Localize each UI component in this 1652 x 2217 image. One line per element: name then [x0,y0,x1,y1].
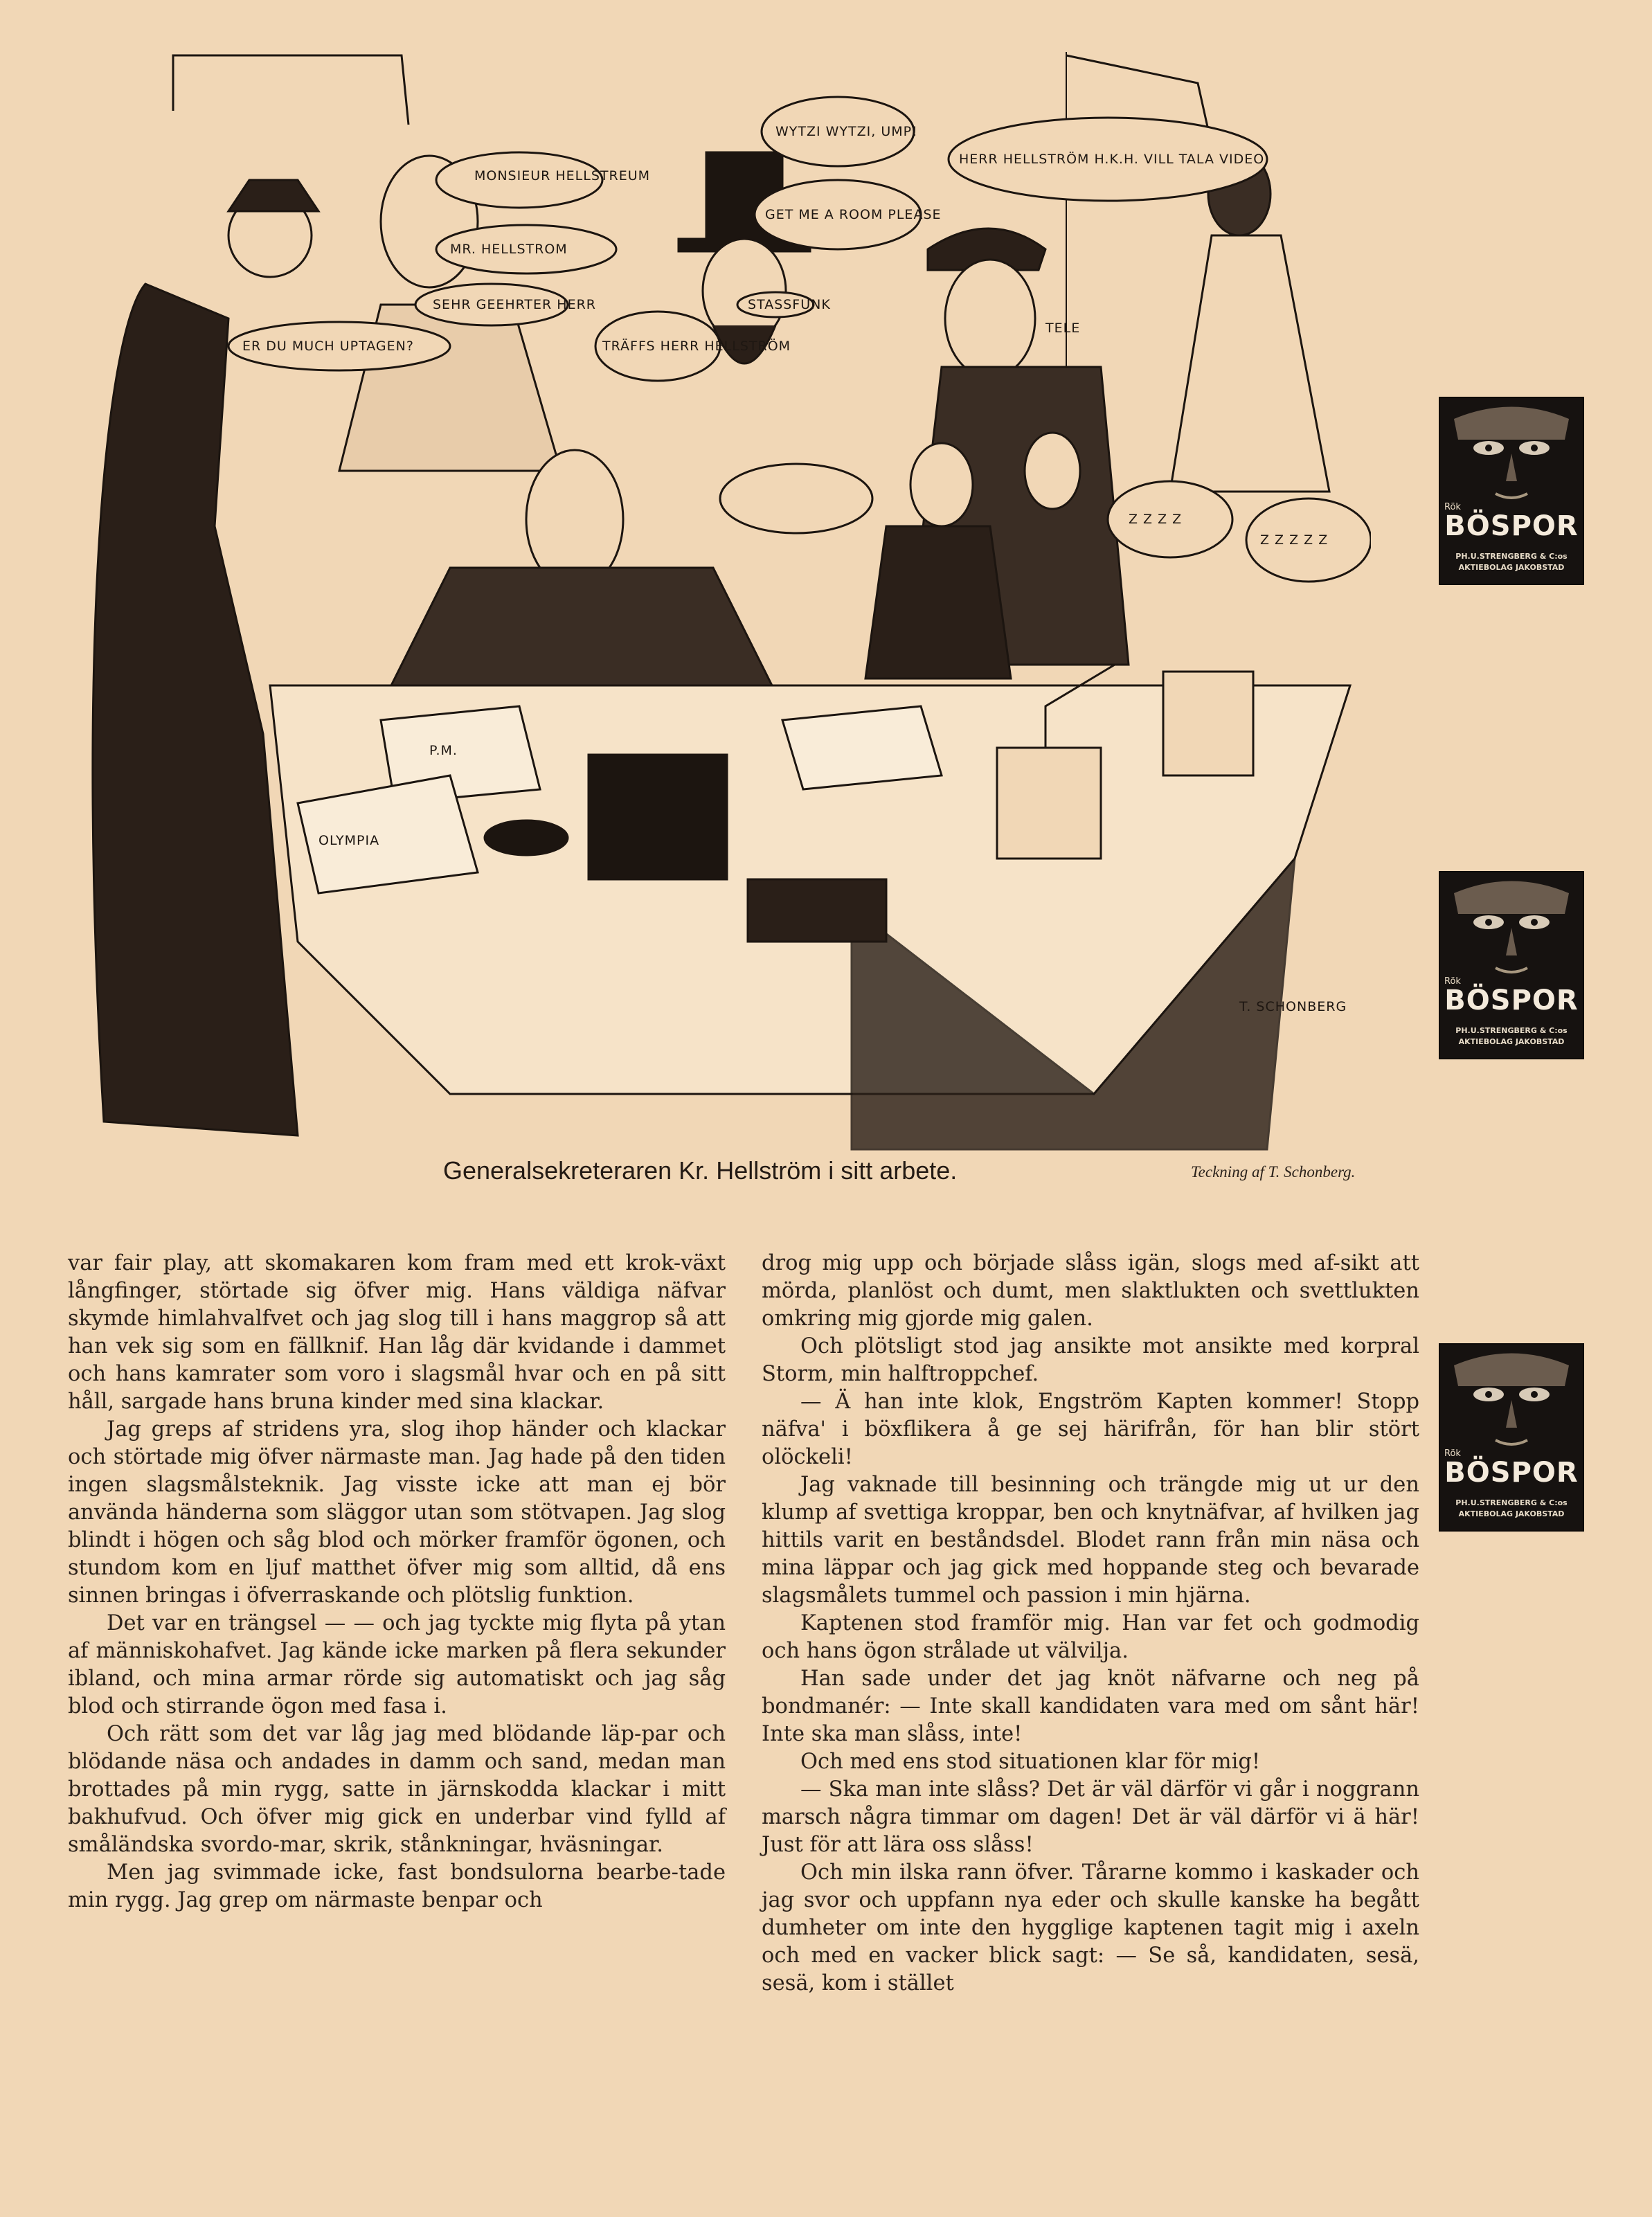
ad-company: PH.U.STRENGBERG & C:os [1455,1498,1568,1507]
ad-rok-label: Rök [1444,502,1461,512]
illustration-caption: Generalsekreteraren Kr. Hellström i sitt arbete. [443,1156,958,1185]
paragraph: Det var en trängsel — — och jag tyckte mig flyta på ytan af människohafvet. Jag kände icke marken på flera sekunder ibland, och mina armar rörde sig automatiskt och jag såg blod och stirrande ögon med fasa i. [68,1611,726,1718]
paragraph: Och plötsligt stod jag ansikte mot ansikte med korpral Storm, min halftroppchef. [762,1334,1419,1386]
illustration-credit: Teckning af T. Schonberg. [1191,1163,1356,1181]
paragraph: Men jag svimmade icke, fast bondsulorna bearbe-tade min rygg. Jag grep om närmaste benpar och [68,1860,726,1912]
cartoon-illustration [90,42,1371,1156]
ad-company: PH.U.STRENGBERG & C:os [1455,552,1568,561]
paragraph: var fair play, att skomakaren kom fram med ett krok-växt långfinger, störtade sig öfver mig. Hans väldiga näfvar skymde himlahvalfvet och jag slog till i hans maggrop så att han vek sig som en fällknif. Han låg där kvidande i dammet och hans kamrater som voro i slagsmål hvar och en på sitt håll, sargade hans bruna kinder med sina klackar. [68,1251,726,1414]
paper-pm: P.M. [429,743,458,758]
paragraph: Och rätt som det var låg jag med blödande läp-par och blödande näsa och andades in damm och sand, medan man brottades på min rygg, satte in järnskodda klackar i mitt bakhufvud. Och öfver mig gick en underbar vind fylld af småländska svordo-mar, skrik, stånkningar, hväsningar. [68,1722,726,1857]
ad-company: PH.U.STRENGBERG & C:os [1455,1026,1568,1035]
paper-olympia: OLYMPIA [318,833,380,848]
ad-brand: BÖSPOR [1444,985,1579,1016]
paragraph: Och min ilska rann öfver. Tårarne kommo i kaskader och jag svor och uppfann nya eder och skulle kanske ha begått dumheter om inte den hygglige kaptenen tagit mig i axeln och med en vacker blick sagt: — Se så, kandidaten, sesä, sesä, kom i stället [762,1860,1419,1995]
picture-frame-line [173,55,408,125]
ad-rok-label: Rök [1444,1448,1461,1459]
bosporus-ad [1439,871,1584,1059]
bosporus-ad [1439,1343,1584,1532]
ad-brand: BÖSPOR [1444,510,1579,542]
figure-coat [93,284,298,1136]
paragraph: Och med ens stod situationen klar för mig! [800,1750,1261,1774]
bosporus-ad [1439,397,1584,585]
bubble-wytzi: WYTZI WYTZI, UMP! [775,124,918,139]
bubble-traffs: TRÄFFS HERR HELLSTRÖM [602,339,791,354]
bubble-sehr-geehrter: SEHR GEEHRTER HERR [433,297,596,312]
bubble-er-du: ER DU MUCH UPTAGEN? [242,339,414,354]
paragraph: Kaptenen stod framför mig. Han var fet och godmodig och hans ögon strålade ut välvilja. [762,1611,1419,1663]
bubble-zzz-2: Z Z Z Z Z [1260,532,1329,548]
bubble-get-me: GET ME A ROOM PLEASE [765,207,942,222]
ad-rok-label: Rök [1444,976,1461,987]
ad-company-place: AKTIEBOLAG JAKOBSTAD [1458,1037,1565,1046]
ad-company-place: AKTIEBOLAG JAKOBSTAD [1458,563,1565,572]
paragraph: — Ä han inte klok, Engström Kapten kommer! Stopp näfva' i böxflikera å ge sej härifrån, för han blir stört olöckeli! [762,1390,1419,1469]
paragraph: Han sade under det jag knöt näfvarne och neg på bondmanér: — Inte skall kandidaten vara med om sånt här! Inte ska man slåss, inte! [762,1667,1419,1746]
paragraph: — Ska man inte slåss? Det är väl därför vi går i noggrann marsch några timmar om dagen! Det är väl därför vi ä här! Just för att lära oss slåss! [762,1777,1419,1857]
ad-brand: BÖSPOR [1444,1457,1579,1489]
cartoon-drawing [90,42,1371,1156]
bubble-mr-hellstrom: MR. HELLSTROM [450,242,568,257]
text-column-left [68,1250,726,1914]
paper-tele: TELE [1045,321,1081,336]
paragraph: Jag greps af stridens yra, slog ihop händer och klackar och störtade mig öfver närmaste man. Jag hade på den tiden ingen slagsmålsteknik. Jag visste icke att man ej bör använda händerna som släggor utan som stötvapen. Jag slog blindt i högen och såg blod och mörker framför ögonen, och stundom kom en ljuf matthet öfver mig som alltid, då ens sinnen bringas i öfverraskande och plötslig funktion. [68,1417,726,1608]
bubble-stassfunk: STASSFUNK [748,297,831,312]
paragraph: drog mig upp och började slåss igän, slogs med af-sikt att mörda, planlöst och dumt, men slaktlukten och svettlukten omkring mig gjorde mig galen. [762,1251,1419,1331]
bubble-zzz-1: Z Z Z Z [1129,512,1183,527]
bubble-monsieur: MONSIEUR HELLSTREUM [474,168,651,183]
text-column-right [762,1250,1419,1998]
paragraph: Jag vaknade till besinning och trängde mig ut ur den klump af svettiga kroppar, ben och knytnäfvar, af hvilken jag hittils varit en beståndsdel. Blodet rann från min näsa och mina läppar och jag gick med hoppande steg och bevarade slagsmålets tummel och passion i min hjärna. [762,1473,1419,1608]
artist-signature: T. SCHONBERG [1239,999,1347,1014]
bubble-herr-hellstrom-hkh: HERR HELLSTRÖM H.K.H. VILL TALA VIDEO [959,152,1265,167]
ad-company-place: AKTIEBOLAG JAKOBSTAD [1458,1509,1565,1518]
